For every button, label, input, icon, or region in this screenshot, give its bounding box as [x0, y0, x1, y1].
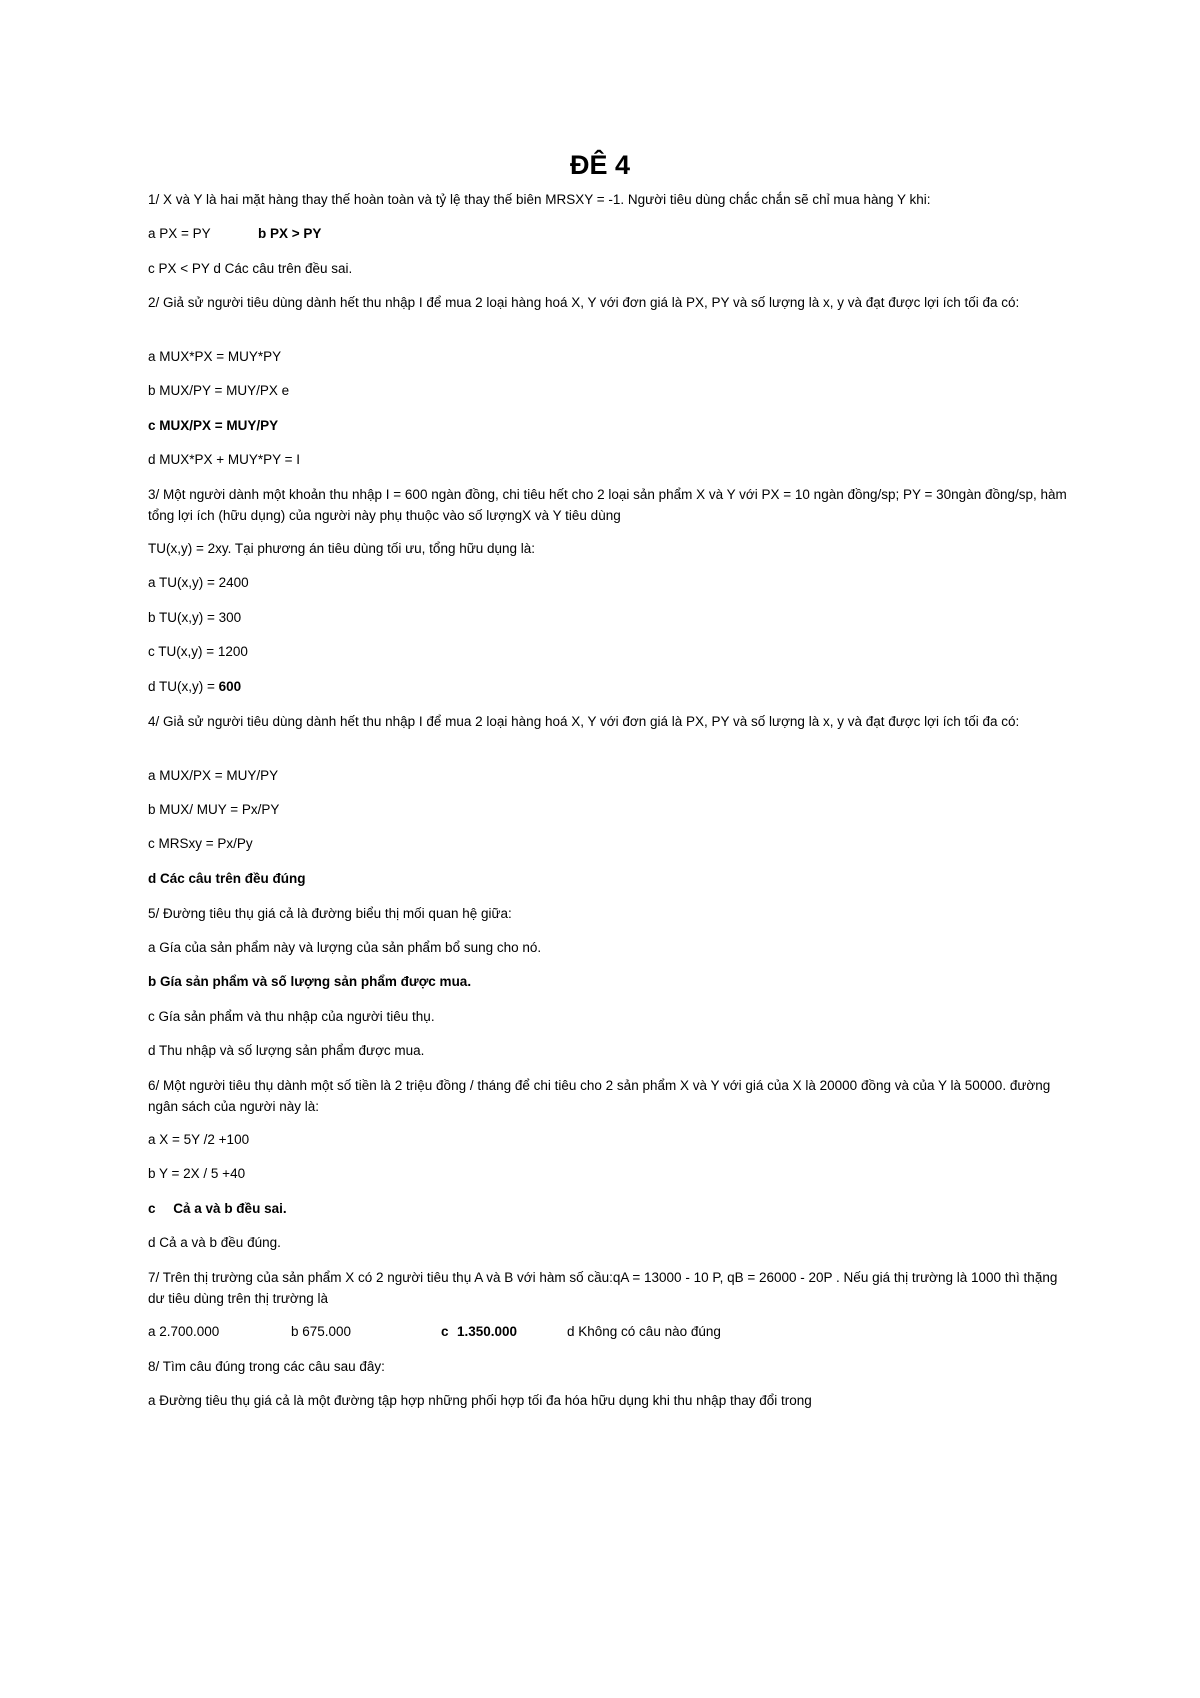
- question-8-text: 8/ Tìm câu đúng trong các câu sau đây:: [148, 1359, 385, 1374]
- option-b-answer: b Gía sản phẩm và số lượng sản phẩm được mua.: [148, 974, 472, 989]
- question-2-text: 2/ Giả sử người tiêu dùng dành hết thu nhập I để mua 2 loại hàng hoá X, Y với đơn giá là PX, PY và số lượng là x, y và đạt được lợi ích tối đa có:: [148, 295, 1020, 310]
- option-d-answer: d Các câu trên đều đúng: [148, 871, 306, 886]
- option-d-label: d TU(x,y) =: [148, 679, 215, 694]
- option-b: b MUX/ MUY = Px/PY: [148, 802, 280, 817]
- option-c: c Gía sản phẩm và thu nhập của người tiêu thụ.: [148, 1009, 435, 1024]
- option-d: d MUX*PX + MUY*PY = I: [148, 452, 301, 467]
- question-4-text: 4/ Giả sử người tiêu dùng dành hết thu nhập I để mua 2 loại hàng hoá X, Y với đơn giá là PX, PY và số lượng là x, y và đạt được lợi ích tối đa có:: [148, 714, 1020, 729]
- option-a: a MUX/PX = MUY/PY: [148, 768, 279, 783]
- option-a: a TU(x,y) = 2400: [148, 575, 249, 590]
- option-c: c MRSxy = Px/Py: [148, 836, 253, 851]
- option-a: a 2.700.000: [148, 1324, 220, 1339]
- option-a: a Gía của sản phẩm này và lượng của sản phẩm bổ sung cho nó.: [148, 940, 542, 955]
- option-c-label: c: [441, 1324, 449, 1339]
- option-a: a Đường tiêu thụ giá cả là một đường tập hợp những phối hợp tối đa hóa hữu dụng khi thu nhập thay đổi trong: [148, 1393, 812, 1408]
- question-3-text: 3/ Một người dành một khoản thu nhập I = 600 ngàn đồng, chi tiêu hết cho 2 loại sản phẩm X và Y với PX = 10 ngàn đồng/sp; PY = 30ngàn đồng/sp, hàm tổng lợi ích (hữu dụng) của người này phụ thuộc vào số lượngX và Y tiêu dùng: [148, 487, 1067, 523]
- question-7-options: [148, 1321, 1068, 1342]
- option-a: a MUX*PX = MUY*PY: [148, 349, 282, 364]
- option-d-answer-value: 600: [218, 679, 242, 694]
- option-b: b TU(x,y) = 300: [148, 610, 242, 625]
- question-1-options-cd: c PX < PY d Các câu trên đều sai.: [148, 261, 353, 276]
- option-c-answer: 1.350.000: [457, 1324, 518, 1339]
- option-d: d Thu nhập và số lượng sản phẩm được mua.: [148, 1043, 425, 1058]
- option-c-answer: [148, 1198, 1068, 1219]
- option-b: b 675.000: [291, 1324, 352, 1339]
- option-a: a X = 5Y /2 +100: [148, 1132, 250, 1147]
- option-b: b MUX/PY = MUY/PX e: [148, 383, 290, 398]
- option-c-answer: c MUX/PX = MUY/PY: [148, 418, 279, 433]
- question-1-text: 1/ X và Y là hai mặt hàng thay thế hoàn toàn và tỷ lệ thay thế biên MRSXY = -1. Người tiêu dùng chắc chắn sẽ chỉ mua hàng Y khi:: [148, 192, 931, 207]
- page-title: ĐÊ 4: [569, 150, 631, 180]
- question-3-text-cont: TU(x,y) = 2xy. Tại phương án tiêu dùng tối ưu, tổng hữu dụng là:: [148, 541, 536, 556]
- question-5-text: 5/ Đường tiêu thụ giá cả là đường biểu thị mối quan hệ giữa:: [148, 906, 512, 921]
- option-a: a PX = PY: [148, 226, 211, 241]
- option-c: c TU(x,y) = 1200: [148, 644, 248, 659]
- option-d: d Cả a và b đều đúng.: [148, 1235, 281, 1250]
- question-7-text: 7/ Trên thị trường của sản phẩm X có 2 người tiêu thụ A và B với hàm số cầu:qA = 13000 - 10 P, qB = 26000 - 20P . Nếu giá thị trường là 1000 thì thặng dư tiêu dùng trên thị trường là: [148, 1270, 1058, 1306]
- question-6-text: 6/ Một người tiêu thụ dành một số tiền là 2 triệu đồng / tháng để chi tiêu cho 2 sản phẩm X và Y với giá của X là 20000 đồng và của Y là 50000. đường ngân sách của người này là:: [148, 1078, 1051, 1114]
- option-d: d Không có câu nào đúng: [567, 1324, 721, 1339]
- question-1-options-ab: [148, 223, 1068, 244]
- option-b: b Y = 2X / 5 +40: [148, 1166, 246, 1181]
- option-c-label: c: [148, 1201, 156, 1216]
- option-b-answer: b PX > PY: [258, 226, 322, 241]
- option-d: [148, 676, 1068, 697]
- option-c-text: Cả a và b đều sai.: [173, 1201, 287, 1216]
